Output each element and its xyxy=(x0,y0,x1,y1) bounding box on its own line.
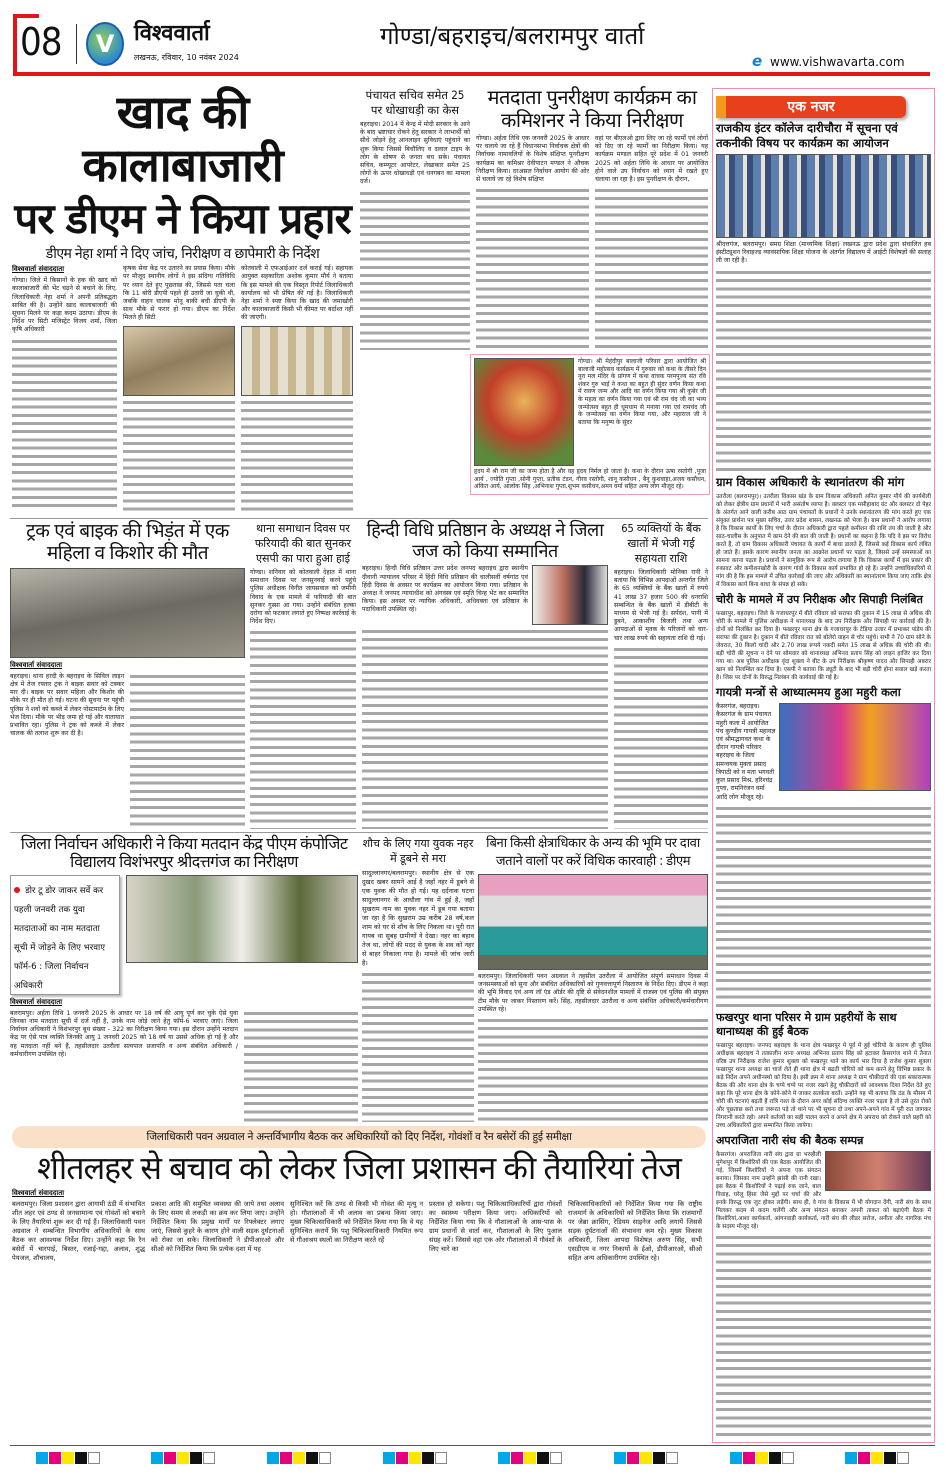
ek-nazar-label: एक नजर xyxy=(787,99,835,115)
nirvachan-byline: विश्ववार्ता संवाददाता xyxy=(10,997,63,1006)
truck-body-row xyxy=(10,673,245,829)
lead-subhead: डीएम नेहा शर्मा ने दिए जांच, निरीक्षण व छापेमारी के निर्देश xyxy=(45,246,320,263)
lead-col-3 xyxy=(241,265,353,512)
color-registration-bar xyxy=(0,1452,945,1466)
gram-vikas-body: उतरौला (बलरामपुर)। उतरौला विकास खंड के ग्राम विकास अधिकारी अनित कुमार मौर्य की कार्यशैली को लेकर क्षेत्रीय ग्राम प्रधानों में भारी असंतोष व्याप्त है। क्लस्टर एक मसीहाबाद ग्रंट और क्लस्टर दो पेहर के अंतर्गत आने वाली करीब आठ ग्राम पंचायतों के प्रधानों ने उनके स्थानांतरण की मांग करते हुए एक संयुक्त प्रार्थना पत्र मुख्य सचिव, उत्तर प्रदेश शासन, लखनऊ को भेजा है। ग्राम प्रधानों ने आरोप लगाया है कि विकास कार्यों के लिए चर्चा के दौरान अधिकारी द्वारा पहले कमीशन की राशि तय की जाती है और साठ-चालीस के अनुपात में काम देने की बात की जाती है। प्रधानों का कहना है कि यदि वे इस पर विरोध करते हैं, तो ग्राम विकास अधिकारी पंचायत के कार्यों में बाधा डालते हैं, जिससे कई विकास कार्य लंबित हो जाते हैं। इसके कारण स्थानीय जनता का आक्रोश प्रधानों पर पड़ता है, जिससे उन्हें समस्याओं का सामना करना पड़ता है। प्रधानों ने सामूहिक रूप से आरोप लगाया है कि विकास कार्यों में इस प्रकार की रुकावट और कमीशनखोरी के कारण गांवों के विकास कार्य प्रभावित हो रहे हैं। उन्होंने उच्चाधिकारियों से मांग की है कि इस मामले में उचित कार्रवाई की जाए और अधिकारी का स्थानांतरण किया जाए ताकि क्षेत्र में विकास कार्य बिना बाधा के संपन्न हो सके। xyxy=(716,494,931,589)
lead-headline-1: खाद की कालाबाजारी xyxy=(82,85,283,192)
commissioner-col-2 xyxy=(595,135,708,350)
lead-col-1 xyxy=(12,265,117,512)
ek-nazar-body-rest xyxy=(716,269,931,473)
vidhi-body-rest xyxy=(362,628,608,829)
nirvachan-highlight: डोर टू डोर जाकर सर्वे कर पहली जनवरी तक युवा मतदाताओं का नाम मतदाता सूची में जोड़ने के लिए भरवाए फॉर्म-6 : जिला निर्वाचन अधिकारी xyxy=(14,885,105,991)
aparajita-body: कैसरगंज। अपराजिता नारी संघ द्वारा ग्रा भरुहौली मुंगेशपुर में किशोरियों की एक बैठक आयोजित की गई, जिसमें किशोरियों ने अपना एक संगठन बनाया। जिसका नाम उन्होंने झांसी की रानी रखा। इस बैठक में किशोरियों ने पढ़ाई रुक जाने, बाल विवाह, घरेलू हिंसा जैसे मुद्दों पर चर्चा की और इनके विरुद्ध एक जुट होकर लड़ेंगी। साथ ही, वे गांव के विकास में भी योगदान देंगी, नारी संघ के साथ मिलकर कदम से कदम चलेंगी और अन्य संगठन बनाकर अपनी ताकत को बढ़ाएंगी बैठक में किशोरियां,आशा कार्यकर्ता, आंगनवाड़ी कार्यकर्ता, नारी संघ की लीडर सरोज, अनीता और नागरिक मंच के सदस्य मौजूद रहे। xyxy=(716,1152,931,1231)
panchayat-body-rest xyxy=(360,190,470,350)
nirvachan-top-row xyxy=(10,875,358,995)
bank-body: बहराइच। जिलाधिकारी मोनिका रानी ने बताया कि विभिन्न आपदाओं अन्तर्गत जिले के 65 व्यक्तियों के बैंक खातों में रुपये 41 लाख 37 हजार 500 की धनराशि सम्बन्धित के बैंक खातों में डीबीटी के माध्यम से भेजी गई है। सर्पदंश, पानी में डूबने, आकाशीय बिजली तथा अन्य आपदाओं से मृतक के परिजनों को चार-चार लाख रुपये की सहायता राशि दी गई। xyxy=(614,569,708,642)
lead-story xyxy=(10,86,355,512)
aparajita-block xyxy=(716,1151,931,1231)
shauch-headline: शौच के लिए गया युवक नहर में डूबने से मरा xyxy=(362,837,474,865)
panchayat-story xyxy=(360,88,470,350)
bank-story xyxy=(614,521,708,829)
truck-body: बहराइच। थाना हरदी के बहराइच के सिविल लाइन क्षेत्र में तेज रफ्तार ट्रक ने बाइक सवार को टक्कर मार दी। बाइक पर सवार महिला और किशोर की मौके पर ही मौत हो गई। घटना की सूचना पर पहुंची पुलिस ने शवों को कब्जे में लेकर पोस्टमार्टम के लिए भेज दिया। मौके पर भीड़ जमा हो गई और यातायात प्रभावित रहा। पुलिस ने ट्रक को कब्जे में लेकर चालक की तलाश शुरू कर दी है। xyxy=(10,672,124,738)
shitlahar-col-4: प्रस्ताव हो सकेगा। पशु चिकित्साधिकारियों द्वारा गोवंशों का स्वास्थ्य परीक्षण किया जाए। अधिकारियों को निर्देशित किया गया कि वे गौशालाओं के आस-पास के ग्राम प्रधानों से वार्ता कर, गौशालाओं के लिए पुआल संग्रह करें। जिससे वहां एक ओर गौशालाओं में गौवंशों के लिए चारे का xyxy=(429,1199,562,1253)
gayatri-photo xyxy=(779,703,931,791)
color-swatch-group xyxy=(730,1452,794,1466)
shauch-body-rest xyxy=(362,971,474,1122)
nirvachan-body: बलरामपुर। अर्हता तिथि 1 जनवरी 2025 के आधार पर 18 वर्ष की आयु पूर्ण कर चुके ऐसे युवा जिनका नाम मतदाता सूची में दर्ज नहीं है, उनके नाम जोड़े जाने हेतु फॉर्म-6 भरवाए जाएं। जिला निर्वाचन अधिकारी ने विशंभरपुर बूथ संख्या - 322 का निरीक्षण किया गया। इस दौरान उन्होंने मतदान केंद्र पर ऐसे पात्र व्यक्ति जिनकी आयु 1 जनवरी 2025 को 18 वर्ष या उससे अधिक हो गई है और वह मतदाता नहीं बने हैं, तहसीलदार उतरौला सत्यपाल प्रजापति व अन्य संबंधित अधिकारी / कर्मचारीगण उपस्थित रहे। xyxy=(10,1009,238,1058)
truck-accident-photo xyxy=(10,568,245,658)
nirvachan-story xyxy=(10,835,358,1122)
lead-body-rest xyxy=(241,399,353,512)
gayatri-body-rest xyxy=(716,805,931,1009)
lead-body xyxy=(10,265,355,512)
balaji-caption: हृदय में श्री राम जी का जन्म होता है और वह हृदय निर्मल हो जाता है। कथा के दौरान ऊषा रस्तोगी ,पूजा आर्य , ज्योति गुप्ता ,सोनी गुप्ता, प्रतीक टंडन, गौरव रस्तोगी, शानू कसौधन , बैनू कुशवाहा,अजय कसौधन, अंकित आर्य, आलोक सिंह ,अभिनाश गुप्ता,शुभम कसौधन,अमन वर्मा सहित अन्य लोग मौजूद रहे। xyxy=(474,468,706,491)
bina-headline: बिना किसी क्षेत्राधिकार के अन्य की भूमि पर दावा जताने वालों पर करें विधिक कारवाही : डीएम xyxy=(486,836,700,869)
shitlahar-kicker: जिलाधिकारी पवन अग्रवाल ने अन्तर्विभागीय बैठक कर अधिकारियों को दिए निर्देश, गोवंशों व रैन बसेरों की हुई समीक्षा xyxy=(146,1131,572,1143)
color-swatch-group xyxy=(36,1452,100,1466)
footer-rule xyxy=(10,1445,935,1446)
nirvachan-headline: जिला निर्वाचन अधिकारी ने किया मतदान केंद्र पीएम कंपोजिट विद्यालय विशंभरपुर श्रीदत्तगंज का निरीक्षण xyxy=(20,834,348,872)
shitlahar-headline: शीतलहर से बचाव को लेकर जिला प्रशासन की तैयारियां तेज xyxy=(37,1149,681,1187)
gayatri-body-row xyxy=(716,703,931,801)
aparajita-headline: अपराजिता नारी संघ की बैठक सम्पन्न xyxy=(716,1134,864,1148)
lead-body-col3: कोतवाली में एफआईआर दर्ज कराई गई। सहायक आयुक्त सहकारिता अशोक कुमार मौर्य ने बताया कि इस मामले की एक विस्तृत रिपोर्ट जिलाधिकारी कार्यालय को भी प्रेषित की गई है। जिलाधिकारी नेहा शर्मा ने स्पष्ट किया कि खाद की जमाखोरी और कालाबाजारी किसी भी कीमत पर बर्दाश्त नहीं की जाएगी। xyxy=(241,265,353,322)
ek-nazar-banner xyxy=(716,96,906,118)
lead-photo-bags xyxy=(241,326,353,396)
nirvachan-body-row xyxy=(10,1010,358,1122)
color-swatch-group xyxy=(383,1452,447,1466)
shitlahar-col-5: चिकित्साधिकारियों को निर्देशित किया गया कि राष्ट्रीय राजमार्ग के अधिकारियों को निर्देशित किया कि राजमार्गों पर जेब्रा क्रासिंग, रेडियम साइनेज आदि लगायें जिससे सड़क दुर्घटनाओं की संभावना कम रहे। मुख्य विकास अधिकारी, जिला आपदा विशेषज्ञ अरुण सिंह, सभी एसडीएम व नगर निकायों के ईओ, डीपीआरओ, सीओ सहित अन्य अधिकारीगण उपस्थित रहे। xyxy=(568,1199,702,1262)
section-title: गोण्डा/बहराइच/बलरामपुर वार्ता xyxy=(380,22,645,50)
shauch-body: सादुल्लानगर/बलरामपुर। स्थानीय क्षेत्र से एक दुखद खबर सामने आई है जहाँ नहर में डूबने से एक युवक की मौत हो गई। यह दर्दनाक घटना सादुल्लानगर के आधौला गांव में हुई है, जहाँ सुखराम नाम का युवक नहर में डूब गया बताया जा रहा है कि सुखराम उम्र करीब 28 वर्ष,कल शाम को घर से शौच के लिए निकला था। पूरी रात गायब था सुबह ग्रामीणों ने देखा। नहर का बहाव तेज था, लोगों की मदद से युवक के शव को नहर से बाहर निकाला गया है। मामले की जांच जारी है। xyxy=(362,869,474,967)
right-column xyxy=(716,96,931,1438)
thana-headline: थाना समाधान दिवस पर फरियादी की बात सुनकर एसपी का पारा हुआ हाई xyxy=(254,522,352,565)
color-swatch-group xyxy=(498,1452,562,1466)
lead-headline-2: पर डीएम ने किया प्रहार xyxy=(14,193,351,243)
divider xyxy=(10,832,708,833)
thana-story xyxy=(250,521,356,829)
shitlahar-story xyxy=(12,1126,706,1442)
lead-photo-truck xyxy=(123,326,235,396)
lead-byline: विश्ववार्ता संवाददाता xyxy=(12,265,65,274)
dateline: लखनऊ, रविवार, 10 नवंबर 2024 xyxy=(134,53,239,62)
commissioner-story xyxy=(476,86,708,350)
shitlahar-byline: विश्ववार्ता संवाददाता xyxy=(12,1188,65,1197)
commissioner-body-col1: गोण्डा। अर्हता तिथि एक जनवरी 2025 के आधार पर चलाये जा रहे हैं विधानसभा निर्वाचक क्षेत्रों की निर्वाचक नामावलियों के विशेष संक्षिप्त पुनरीक्षण कार्यक्रम का कमिश्नर देवीपाटन मण्डल ने औचक निरीक्षण किया। दरअसल निर्वाचन आयोग की ओर से चलाये जा रहे विशेष संक्षिप्त xyxy=(476,135,589,184)
gayatri-body: कैसरगंज, बहराइच। कैसरगंज के ग्राम पंचायत महुरी कला में आयोजित पंच कुण्डीय गायत्री महायज्ञ एवं श्रीमद्भागवत कथा के दौरान गायत्री परिवार बहराइच के जिला समन्वयक मुक्ता प्रसाद त्रिपाठी को व मता भगवती कुल प्रसाद मिश्र, हरिश्चंद्र गुप्ता, रामनिरंजन वर्मा आदि लोग मौजूद रहे। xyxy=(716,703,776,801)
divider xyxy=(10,518,708,519)
thana-body-rest xyxy=(250,629,356,829)
header-rule xyxy=(13,72,930,76)
truck-byline: विश्ववार्ता संवाददाता xyxy=(10,660,63,669)
commissioner-body-rest xyxy=(476,187,589,350)
bullet-icon xyxy=(14,887,20,893)
nirvachan-body-rest xyxy=(244,1010,358,1122)
lead-body-rest xyxy=(123,399,235,512)
shauch-story xyxy=(362,836,474,1122)
header-accent xyxy=(13,14,17,74)
color-swatch-group xyxy=(614,1452,678,1466)
chori-body: फखरपुर, बहराइच। जिले के गजाधरपुर में बीते रविवार को सराफा की दुकान में 15 लाख से अधिक की चोरी के मामले में पुलिस अधीक्षक ने थानाध्यक्ष के बाद उप निरीक्षक और सिपाही पर कार्रवाई की है। दोनों को निलंबित कर दिया है। फखरपुर थाना क्षेत्र के गजाधरपुर के टेड़िया उजार में प्रभाकर पांडेय की सराफा की दुकान है। दुकान में बीते रविवार रात को बोलेरो वाहन से चोर पहुंचे। सभी ने 70 ग्राम सोने के जेवरात, 30 किलो चांदी और 2.70 लाख रूपये नकदी समेत 15 लाख से अधिक की चोरी की थी। बड़ी चोरी की सूचना न देने पर सोमवार को थानाध्यक्ष अभिनव प्रताप सिंह को लाइन हाजिर कर दिया गया था। अब पुलिस अधीक्षक वृंदा शुक्ला ने बीट के उप निरीक्षक श्रीकृष्ण यादव और सिपाही अबरार खान को निलम्बित कर दिया है। एसपी ने बताया कि ड्यूटी के बाद भी बड़ी चोरी होना सवाल खड़े करता है। जिस पर दोनों के विरुद्ध निलंबन की कार्यवाई की गई है। xyxy=(716,611,931,682)
fakharpur-headline: फखरपुर थाना परिसर मे ग्राम प्रहरीयों के साथ थानाध्यक्ष की हुई बैठक xyxy=(716,1011,897,1039)
balaji-top xyxy=(474,358,706,466)
nirvachan-photo xyxy=(126,875,358,963)
website-link[interactable]: www.vishwavarta.com xyxy=(770,55,905,69)
bina-body-rest xyxy=(478,1017,708,1122)
truck-headline: ट्रक एवं बाइक की भिड़ंत में एक महिला व किशोर की मौत xyxy=(26,520,229,564)
color-swatch-group xyxy=(845,1452,909,1466)
classroom-photo xyxy=(716,154,931,238)
paper-name: विश्ववार्ता xyxy=(134,21,210,46)
commissioner-headline: मतदाता पुनरीक्षण कार्यक्रम का कमिशनर ने किया निरीक्षण xyxy=(487,85,697,132)
color-swatch-group xyxy=(267,1452,331,1466)
commissioner-body-rest xyxy=(595,187,708,350)
color-swatch-group xyxy=(151,1452,215,1466)
ek-nazar-body: श्रीदत्तगंज, बलरामपुर। समग्र शिक्षा (माध्यमिक शिक्षा) लखनऊ द्वारा प्रदेश द्वारा संचालित हब इंस्टीट्यूशन रिवाइज्ड व्यावसायिक शिक्षा योजना के अंतर्गत विद्यालय में आईटी विशेषज्ञों की सलाह ली जा रही है। xyxy=(716,241,931,265)
ie-icon: e xyxy=(752,52,763,70)
panchayat-body: बहराइच। 2014 में केन्द्र में मोदी सरकार के आने के बाद भ्रष्टाचार रोकने हेतु सरकार ने लाभार्थी को सीधे जोड़ने हेतु आनलाइन सुविधाएं पहुंचाने का शुरू किया जिससे बिचौलिए व दलाल टाइप के लोग के शोषण से जनता बच सके। पंचायत सचिव, कम्प्यूटर आपरेटर, लेखाकार समेत 25 लोगों के ऊपर धोखाधड़ी एवं धनगबन का मामला दर्ज। xyxy=(360,121,470,186)
aparajita-photo xyxy=(825,1151,931,1191)
aparajita-body-rest xyxy=(716,1234,931,1438)
balaji-box xyxy=(470,354,710,495)
commissioner-col-1 xyxy=(476,135,589,350)
truck-story xyxy=(10,521,245,829)
bank-body-rest xyxy=(614,646,708,829)
panchayat-headline: पंचायत सचिव समेत 25 पर धोखाधड़ी का केस xyxy=(365,88,465,117)
logo-icon: V xyxy=(86,22,124,66)
lead-body-col2: कृषक सेवा केंद्र पर उतारने का प्रयास किया। मौके पर मौजूद स्थानीय लोगों ने इस संदिग्ध गतिविधि पर ध्यान देते हुए पूछताछ की, जिससे पता चला कि 11 बोरी डीएपी पहले ही उतारी जा चुकी थी, जबकि वाहन चालक मोनू बाकी बची डीएपी के साथ मौके से फरार हो गया। डीएम का निर्देश मिलते ही सिटी xyxy=(123,265,235,322)
vidhi-body: बहराइच। हिन्दी विधि प्रतिष्ठान उत्तर प्रदेश जनपद बहराइच द्वारा स्थानीय दीवानी न्यायालय परिसर में हिंदी विधि प्रतिष्ठान की चालीसवीं वर्षगांठ एवं हिंदी दिवस के अवसर पर कार्यक्रम का आयोजन किया गया। प्रतिष्ठान के अध्यक्ष ने जनपद न्यायाधीश को अंगवस्त्र एवं स्मृति चिन्ह भेंट कर सम्मानित किया। इस अवसर पर न्यायिक अधिकारी, अधिवक्ता एवं प्रतिष्ठान के पदाधिकारी उपस्थित रहे। xyxy=(362,565,528,614)
bina-story xyxy=(478,835,708,1122)
vidhi-story xyxy=(362,521,608,829)
vidhi-photo xyxy=(532,565,608,625)
gayatri-headline: गायत्री मन्त्रों से आध्यात्ममय हुआ महुरी कला xyxy=(716,685,901,700)
lead-body-col1: गोण्डा। जिले में किसानों के हक की खाद को कालाबाजारी की भेंट चढ़ने से बचाने के लिए, जिलाधिकारी नेहा शर्मा ने अपनी प्रतिबद्धता साबित की है। उन्होंने खाद कालाबाजारी की सूचना मिलने पर कड़ा कदम उठाया। डीएम के निर्देश पर सिटी मजिस्ट्रेट विजय शर्मा, जिला कृषि अधिकारी xyxy=(12,277,117,334)
ek-nazar-headline: राजकीय इंटर कॉलेज दारीचौरा में सूचना एवं तकनीकी विषय पर कार्यक्रम का आयोजन xyxy=(716,121,898,150)
shitlahar-col-3: सुनिश्चित करें कि ठण्ड से किसी भी गोवंश की मृत्यु न हो। गौशालाओं में भी अलाव का प्रबन्ध किया जाए। मुख्य चिकित्साधिकारी को निर्देशित किया गया कि वे यह सुनिश्चित करायें कि पशु चिकित्साधिकारी नियमित रूप से गौआश्रय स्थलों का निरीक्षण करते रहें xyxy=(290,1199,423,1244)
lead-col-2 xyxy=(123,265,235,512)
gram-vikas-headline: ग्राम विकास अधिकारी के स्थानांतरण की मांग xyxy=(716,475,905,490)
shitlahar-body xyxy=(12,1200,706,1442)
truck-body-rest xyxy=(130,673,245,829)
commissioner-body xyxy=(476,135,708,350)
thana-body: गोण्डा। शनिवार को कोतवाली देहात में थाना समाधान दिवस पर जनसुनवाई करने पहुंचे पुलिस अधीक्षक विनीत जायसवाल को जमीनी विवाद के एक मामले में फरियादी की बात सुनकर गुस्सा आ गया। उन्होंने संबंधित हल्का दरोगा को फटकार लगाते हुए निष्पक्ष कार्रवाई के निर्देश दिए। xyxy=(250,569,356,626)
nirvachan-highlight-box xyxy=(10,875,120,995)
fakharpur-body: फखरपुर बहराइच। जनपद बहराइच के थाना क्षेत्र फखरपुर मे पूर्व मे हुई चोरियो के कारण ही पुलिस अधीक्षक बहराइच ने तत्कालीन थाना अध्यक्ष अभिनव प्रताप सिंह को हटाकर कैसरगंज थाने मे तैनात वरिष्ठ उप निरीक्षक राजेश कुमार शुक्ला को फखरपुर थाने का कार्य भार दिया है राजेश कुमार शुक्ला फखरपुर थाना अध्यक्ष का चार्ज लेते ही थाना क्षेत्र मे बढती चोरियो को कम करने हेतु विभिन्न प्रकार के कड़े निर्देश अपने अधीनस्थो को दिया है। इसी क्रम मे थाना अध्यक्ष ने ग्राम चौकीदारो की एक सकारात्मक बैठक की और थाना क्षेत्र के चप्पे चप्पे पर नजर रखने हेतु चौकीदारों को आवश्यक दिशा निर्देश देते हुए कहा कि पूरे थाना क्षेत्र के कोने-कोने मे जाकर सतर्कता बरतें। उन्होंने यह भी बताया कि ठंड के मौसम में चोरी की घटनाएं बढ़ती हैं रात्रि गश्त के दौरान अगर कोई संदिग्ध व्यक्ति नजर पड़ता है तो उसे तुरंत रोको और पूछताछ करो तथा जरूरत पड़े तो थाने पर भी सूचना दो तथा अपने-अपने गांव में पूरी रात जागकर निगरानी करते रहो। अपने कर्तव्यों का सही पालन करने व अपने क्षेत्र मे अपराध को रोकने वाले प्रहरी को उच्च अधिकारियों द्वारा सम्मानित किया जायेगा। xyxy=(716,1043,931,1130)
balaji-body: गोण्डा। श्री मेहंदीपुर बालाजी परिवार द्वारा आयोजित श्री बालाजी महोत्सव कार्यक्रम में गुरुवार को कथा के तीसरे दिन नूरा मल मंदिर के प्रांगण में कथा वाचक परमपूज्य संत रवि शंकर गुरु भाई ने कथा का बहुत ही सुंदर वर्णन किया कथा में रावण जन्म और आदि का वर्णन किया गया श्री कुबेर जी के महत्व का वर्णन किया गया एवं श्री राम चंद जी का भव्य जन्मोत्सव बहुत ही धूमधाम से मनाया गया एवं रामचंद जी के जन्मोत्सव का वर्णन किया गया, और महाराज जी ने बताया कि मनुष्य के सुंदर xyxy=(578,358,706,426)
bina-body: बलरामपुर। जिलाधिकारी पवन अग्रवाल ने तहसील उतरौला में आयोजित संपूर्ण समाधान दिवस में जनसमस्याओं को सुना और संबंधित अधिकारियों को गुणवत्तापूर्ण निस्तारण के निर्देश दिए। डीएम ने कहा की भूमि विवाद एवं अन्य लॉ एंड ऑर्डर की दृष्टि से संवेदनशील मामलों में राजस्व एवं पुलिस की संयुक्त टीम मौके पर जाकर निस्तारण करें। सिंह, तहसीलदार उतरौला व अन्य संबंधित अधिकारी/कर्मचारीगण उपस्थित रहे। xyxy=(478,973,708,1013)
commissioner-body-col2: वहां पर बीएलओ द्वारा लिए जा रहे फार्मों एवं लोगों को दिए जा रहे फार्मों का निरीक्षण किया। यह कार्यक्रम मण्डल सहित पूरे प्रदेश में 01 जनवरी 2025 को अर्हता तिथि के आधार पर आयोजित होने वाले उप निर्वाचन को ध्यान में रखते हुए चलाया जा रहा है। इस पुनरीक्षण के दौरान, xyxy=(595,135,708,184)
vidhi-headline: हिन्दी विधि प्रतिष्ठान के अध्यक्ष ने जिला जज को किया सम्मानित xyxy=(366,520,604,562)
shitlahar-kicker-band xyxy=(12,1126,706,1148)
chori-headline: चोरी के मामले में उप निरीक्षक और सिपाही निलंबित xyxy=(716,593,923,607)
page-number: 08 xyxy=(20,20,62,64)
shitlahar-col-2: प्रकाश आदि की समुचित व्यवस्था की जाये तथा अलाव के लिए समय से लकड़ी का क्रय कर लिया जाए। उन्होंने निर्देशित किया कि प्रमुख मार्गों पर रिफ्लेक्टर लगाए जाएं, जिससे कुहरे के कारण होने वाली सड़क दुर्घटनाओं को रोका जा सके। जिलाधिकारी ने डीपीआरओ और सीओ को निर्देशित किया कि प्रत्येक दशा में यह xyxy=(151,1199,284,1253)
bank-headline: 65 व्यक्तियों के बैंक खातों में भेजी गई सहायता राशि xyxy=(621,522,701,565)
shitlahar-col-1: बलरामपुर। जिला प्रशासन द्वारा आगामी ठंडी में संभावित शीत लहर एवं ठण्ड से जनसामान्य एवं गोवंशों को बचाने के लिए तैयारियां शुरू कर दी गई हैं। जिलाधिकारी पवन अग्रवाल ने सम्बन्धित विभागीय अधिकारियों के साथ बैठक कर आवश्यक निर्देश दिए। उन्होंने कहा कि रैन बसेरों में चारपाई, बिस्तर, रजाई-गद्दा, अलाव, शुद्ध पेयजल, शौचालय, xyxy=(12,1199,145,1262)
lead-body-rest xyxy=(12,338,117,512)
bina-photo xyxy=(478,874,708,970)
balaji-photo xyxy=(474,358,574,466)
divider xyxy=(76,24,77,64)
vidhi-body-row xyxy=(362,565,608,625)
